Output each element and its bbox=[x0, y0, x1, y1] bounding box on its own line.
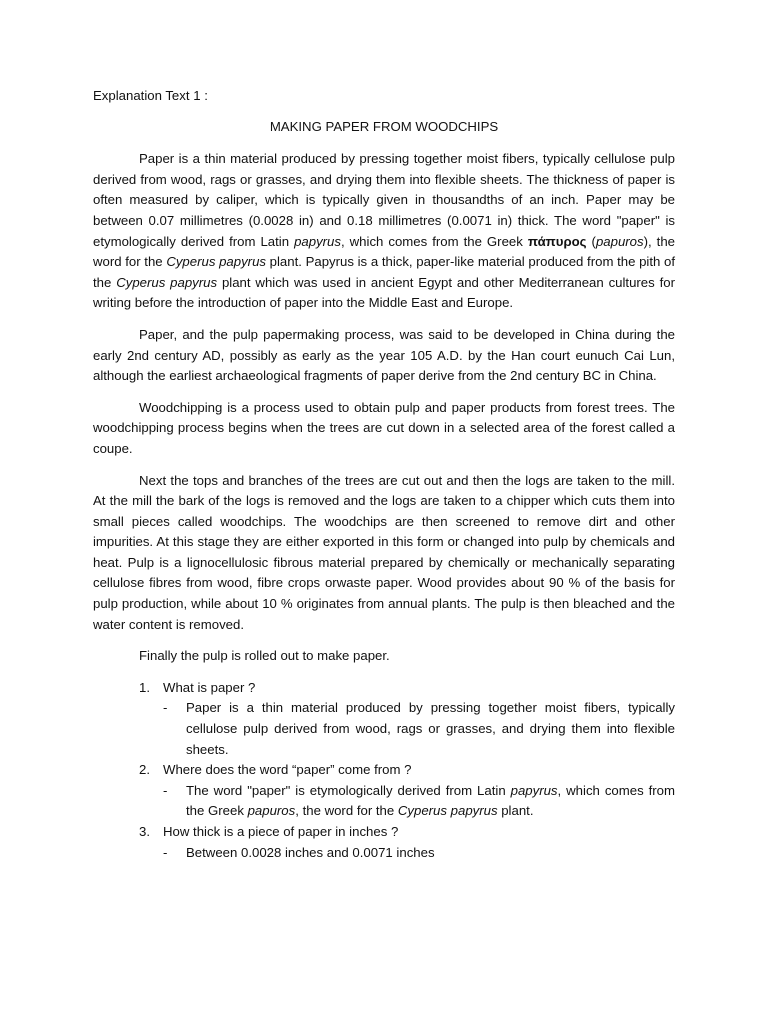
question-text: How thick is a piece of paper in inches ? bbox=[163, 824, 399, 839]
answer-dash: - bbox=[163, 700, 168, 716]
p1-text: ( bbox=[586, 233, 596, 249]
question-number: 1. bbox=[139, 679, 150, 695]
answer-part: plant. bbox=[497, 803, 534, 819]
paragraph-4: Next the tops and branches of the trees are cut out and then the logs are taken to the mill. At the mill the bark of the logs is removed and the logs are taken to a chipper which cuts them into small pieces called woodchips. The woodchips are then screened to remove dirt and other impurities. At this stage they are either exported in this form or changed into pulp by chemicals and heat. Pulp is a lignocellulosic fibrous material prepared by chemically or mechanically separating cellulose fibres from wood, fibre crops orwaste paper. Wood provides about 90 % of the basis for pulp production, while about 10 % originates from annual plants. The pulp is then bleached and the water content is removed. bbox=[93, 472, 675, 632]
question-text: Where does the word “paper” come from ? bbox=[163, 762, 412, 778]
p1-italic: Cyperus papyrus bbox=[166, 254, 266, 270]
answer-part: , the word for the bbox=[295, 803, 398, 819]
answer-italic: Cyperus papyrus bbox=[397, 803, 498, 819]
paragraph-3: Woodchipping is a process used to obtain pulp and paper products from forest trees. The woodchipping process begins when the trees are cut down in a selected area of the forest called a coupe. bbox=[93, 399, 675, 456]
p1-text: plant. Papyrus is a thick, paper-like material produced from the pith of the bbox=[93, 254, 676, 290]
p1-text: plant which was used in ancient Egypt and other Mediterranean cultures for writing before the introduction of paper into the Middle East and Europe. bbox=[93, 274, 675, 311]
answer-text bbox=[163, 698, 675, 760]
paragraph-2: Paper, and the pulp papermaking process, was said to be developed in China during the early 2nd century AD, possibly as early as the year 105 A.D. by the Han court eunuch Cai Lun, although the earliest archaeological fragments of paper derive from the 2nd century BC in China. bbox=[93, 326, 675, 384]
p1-italic: papyrus bbox=[294, 233, 341, 249]
answer-content: Paper is a thin material produced by pressing together moist fibers, typically cellulose pulp derived from wood, rags or grasses, and drying them into flexible sheets. bbox=[186, 700, 675, 757]
answer-dash: - bbox=[163, 782, 168, 798]
question-item bbox=[93, 678, 675, 760]
paragraph-5: Finally the pulp is rolled out to make paper. bbox=[139, 648, 390, 664]
p1-text: Paper is a thin material produced by pressing together moist fibers, typically cellulose pulp derived from wood, rags or grasses, and drying them into flexible sheets. The thickness of paper is often measured by caliper, which is typically given in thousandths of an inch. Paper may be between 0.07 millimetres (0.0028 in) and 0.18 millimetres (0.0071 in) thick. The word "paper" is etymologically derived from Latin bbox=[93, 151, 675, 249]
document-title: MAKING PAPER FROM WOODCHIPS bbox=[269, 118, 499, 134]
p1-text: , which comes from the Greek bbox=[340, 233, 528, 249]
answer-text bbox=[163, 843, 675, 864]
p1-italic: Cyperus papyrus bbox=[116, 274, 218, 290]
answer-italic: papuros bbox=[247, 803, 296, 819]
question-number: 3. bbox=[139, 824, 150, 839]
answer-italic: papyrus bbox=[510, 782, 558, 798]
answer-content bbox=[186, 783, 675, 819]
question-item bbox=[93, 760, 675, 822]
answer-dash: - bbox=[163, 844, 168, 860]
explanation-label: Explanation Text 1 : bbox=[93, 88, 208, 103]
p1-italic: papuros bbox=[595, 233, 644, 249]
question-item bbox=[93, 822, 675, 863]
question-number: 2. bbox=[139, 762, 150, 778]
p1-text: ), the word for the bbox=[93, 233, 675, 270]
p1-greek: πάπυρος bbox=[527, 233, 587, 249]
answer-content: Between 0.0028 inches and 0.0071 inches bbox=[186, 844, 435, 860]
question-text: What is paper ? bbox=[163, 679, 256, 695]
paragraph-1 bbox=[93, 149, 675, 314]
question-list bbox=[93, 678, 675, 863]
answer-part: , which comes from the Greek bbox=[186, 782, 675, 819]
answer-text bbox=[163, 781, 675, 822]
answer-part: The word "paper" is etymologically derived from Latin bbox=[186, 782, 511, 798]
document-body bbox=[93, 86, 675, 863]
